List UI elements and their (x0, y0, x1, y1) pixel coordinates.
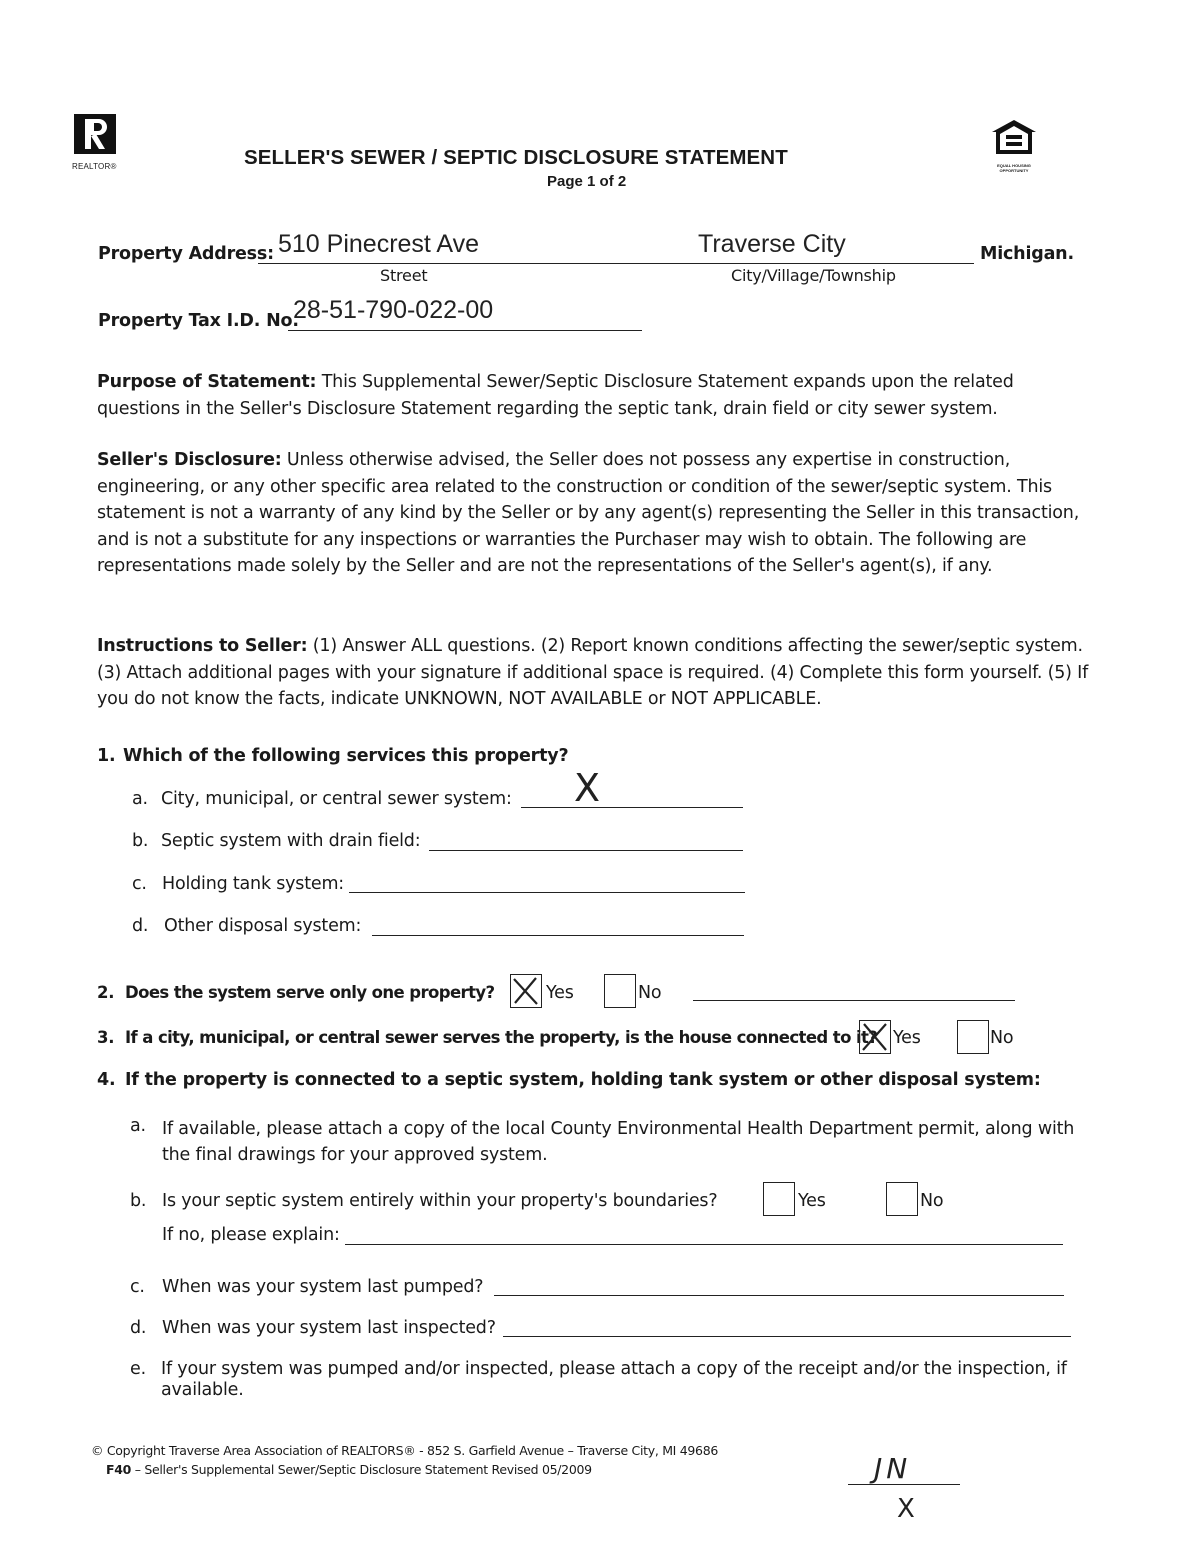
q4e-text: If your system was pumped and/or inspected, please attach a copy of the receipt and/or the inspection, if available. (161, 1359, 1067, 1400)
q3-no-label: No (990, 1028, 1014, 1048)
initials-mark-x: X (897, 1494, 915, 1524)
q2-no-label: No (638, 983, 662, 1003)
q3-yes-label: Yes (893, 1028, 921, 1048)
equal-housing-logo (988, 118, 1040, 173)
realtor-r-icon (72, 112, 118, 156)
q4d-letter: d. (130, 1318, 147, 1338)
q4b-letter: b. (130, 1191, 147, 1211)
q4b-no-checkbox[interactable] (886, 1182, 918, 1216)
q3-number: 3. (97, 1028, 115, 1047)
q1a-text: City, municipal, or central sewer system: (161, 789, 512, 809)
equal-housing-caption: EQUAL HOUSING OPPORTUNITY (997, 163, 1031, 173)
street-line (258, 263, 974, 264)
q1a-line (521, 807, 743, 808)
initials-handwritten[interactable]: JN (874, 1452, 912, 1485)
page-number: Page 1 of 2 (547, 173, 627, 190)
realtor-caption: REALTOR® (72, 162, 117, 171)
q4b-no-label: No (920, 1191, 944, 1211)
q1b-text: Septic system with drain field: (161, 831, 421, 851)
property-address-label: Property Address: (98, 244, 274, 264)
purpose-paragraph (97, 369, 1097, 422)
q4-number: 4. (97, 1070, 116, 1090)
q1a-letter: a. (132, 789, 148, 809)
footer-form-text: – Seller's Supplemental Sewer/Septic Disclosure Statement Revised 05/2009 (134, 1462, 592, 1477)
tax-id-value[interactable]: 28-51-790-022-00 (293, 296, 494, 324)
disclosure-text: Unless otherwise advised, the Seller does not possess any expertise in construction, engineering, or any other specific area related to the construction or condition of the sewer/septic system. This statement is not a warranty of any kind by the Seller or by any agent(s) representing the Seller in this transaction, and is not a substitute for any inspections or warranties the Purchaser may wish to obtain. The following are representations made solely by the Seller and are not the representations of the Seller's agent(s), if any. (97, 450, 1080, 576)
street-value[interactable]: 510 Pinecrest Ave (278, 230, 480, 258)
city-value[interactable]: Traverse City (698, 230, 846, 258)
initials-line (848, 1484, 960, 1485)
instructions-paragraph (97, 633, 1097, 713)
q4a-text: If available, please attach a copy of the local County Environmental Health Department permit, along with the final drawings for your approved system. (162, 1119, 1075, 1165)
q2-no-checkbox[interactable] (604, 974, 636, 1008)
purpose-label: Purpose of Statement: (97, 372, 317, 392)
q4b-yes-label: Yes (798, 1191, 826, 1211)
q4-text: If the property is connected to a septic system, holding tank system or other disposal system: (125, 1070, 1041, 1090)
q2-text: Does the system serve only one property? (125, 983, 495, 1002)
q2-yes-checkbox[interactable] (510, 974, 542, 1008)
footer-copyright: © Copyright Traverse Area Association of REALTORS® - 852 S. Garfield Avenue – Traverse City, MI 49686 (91, 1443, 719, 1458)
realtor-logo (72, 112, 118, 171)
q2-yes-label: Yes (546, 983, 574, 1003)
instructions-label: Instructions to Seller: (97, 636, 308, 656)
q4c-line (494, 1295, 1064, 1296)
q1-number: 1. (97, 746, 116, 766)
q4c-letter: c. (130, 1277, 145, 1297)
q1d-letter: d. (132, 916, 149, 936)
q3-yes-check-icon (860, 1021, 889, 1052)
footer-form-line (106, 1462, 592, 1477)
disclosure-paragraph (97, 447, 1092, 580)
footer-form-id: F40 (106, 1462, 132, 1477)
q1c-text: Holding tank system: (162, 874, 344, 894)
state-label: Michigan. (980, 244, 1074, 264)
q3-text: If a city, municipal, or central sewer serves the property, is the house connected to it? (125, 1028, 878, 1047)
q3-no-checkbox[interactable] (957, 1020, 989, 1054)
q4c-text: When was your system last pumped? (162, 1277, 484, 1297)
q4b-text: Is your septic system entirely within your property's boundaries? (162, 1191, 718, 1211)
q4e-letter: e. (130, 1359, 146, 1379)
q4b-explain-label: If no, please explain: (162, 1225, 340, 1245)
q1a-handwritten-x[interactable]: X (574, 766, 601, 810)
city-caption: City/Village/Township (731, 266, 896, 285)
q4d-text: When was your system last inspected? (162, 1318, 496, 1338)
q2-yes-check-icon (511, 975, 540, 1006)
q1c-line (349, 892, 745, 893)
equal-housing-house-icon (988, 118, 1040, 158)
instructions-text: (1) Answer ALL questions. (2) Report known conditions affecting the sewer/septic system. (3) Attach additional pages with your signature if additional space is required. (4) Complete this form yourself. (5) If you do not know the facts, indicate UNKNOWN, NOT AVAILABLE or NOT APPLICABLE. (97, 636, 1089, 709)
q4b-explain-line (345, 1244, 1063, 1245)
tax-id-line (288, 330, 642, 331)
q2-line (693, 1000, 1015, 1001)
page-title: SELLER'S SEWER / SEPTIC DISCLOSURE STATEMENT (244, 146, 788, 169)
q4d-line (503, 1336, 1071, 1337)
q1b-line (429, 850, 743, 851)
q2-number: 2. (97, 983, 115, 1002)
street-caption: Street (380, 266, 428, 285)
purpose-text: This Supplemental Sewer/Septic Disclosure Statement expands upon the related questions in the Seller's Disclosure Statement regarding the septic tank, drain field or city sewer system. (97, 372, 1014, 419)
q4b-yes-checkbox[interactable] (763, 1182, 795, 1216)
q1d-text: Other disposal system: (164, 916, 362, 936)
tax-id-label: Property Tax I.D. No. (98, 311, 299, 331)
disclosure-label: Seller's Disclosure: (97, 450, 282, 470)
q3-yes-checkbox[interactable] (859, 1020, 891, 1054)
q1d-line (372, 935, 744, 936)
q1c-letter: c. (132, 874, 147, 894)
q1-text: Which of the following services this property? (123, 746, 569, 766)
q1b-letter: b. (132, 831, 149, 851)
q4a-letter: a. (130, 1116, 146, 1136)
